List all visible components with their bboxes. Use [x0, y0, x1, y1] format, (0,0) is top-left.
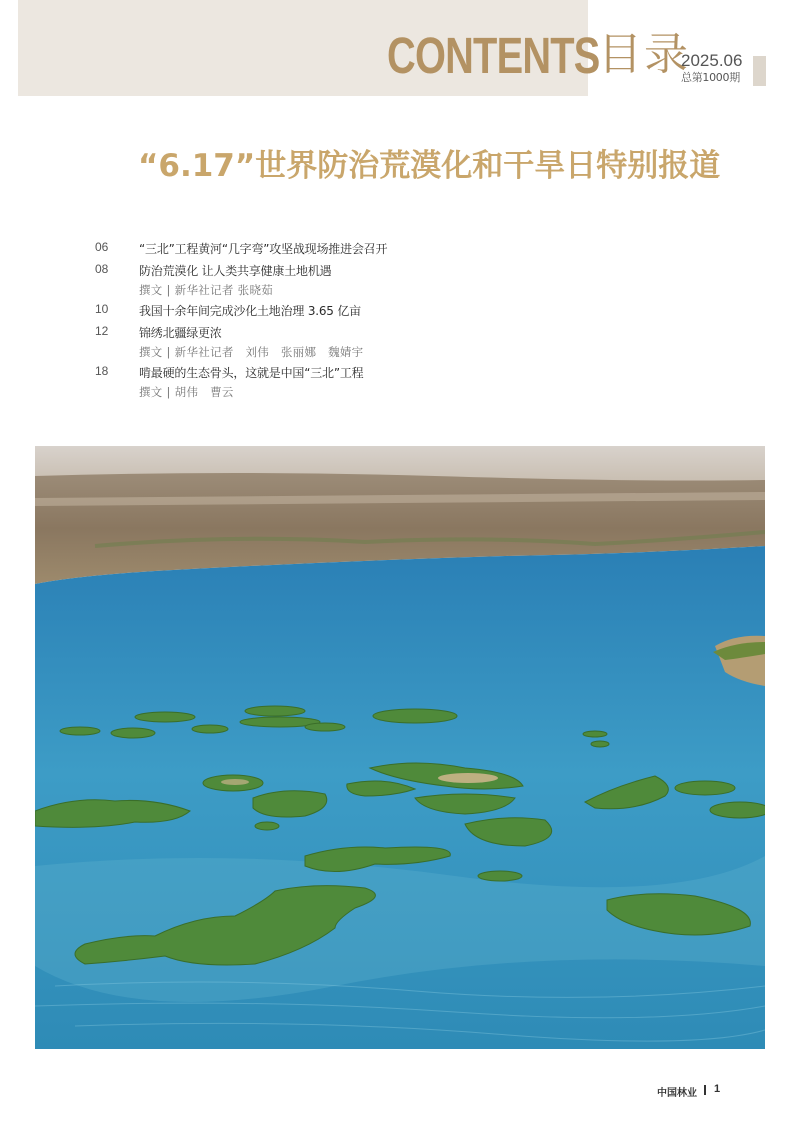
- toc-title[interactable]: 我国十余年间完成沙化土地治理 3.65 亿亩: [139, 304, 361, 318]
- toc-byline: 撰文 | 新华社记者 刘伟 张丽娜 魏婧宇: [139, 345, 364, 359]
- feature-title: “6.17”世界防治荒漠化和干旱日特别报道: [138, 148, 721, 184]
- toc-byline: 撰文 | 新华社记者 张晓茹: [139, 283, 274, 297]
- footer-separator: [704, 1085, 706, 1095]
- footer-page-number: 1: [714, 1083, 721, 1095]
- toc-page-number: 10: [95, 302, 109, 316]
- toc-page-number: 08: [95, 262, 109, 276]
- toc-page-number: 12: [95, 324, 109, 338]
- contents-heading-zh: 目录: [598, 29, 690, 80]
- footer-magazine-name: 中国林业: [657, 1088, 697, 1099]
- contents-heading: CONTENTS: [387, 27, 600, 84]
- toc-title[interactable]: 防治荒漠化 让人类共享健康土地机遇: [139, 264, 332, 278]
- toc-title[interactable]: “三北”工程黄河“几字弯”攻坚战现场推进会召开: [139, 242, 388, 256]
- toc-title[interactable]: 啃最硬的生态骨头，这就是中国“三北”工程: [139, 366, 364, 380]
- toc-byline: 撰文 | 胡伟 曹云: [139, 385, 234, 399]
- toc-title[interactable]: 锦绣北疆绿更浓: [139, 326, 222, 340]
- lake-photo: [35, 446, 765, 1049]
- toc-page-number: 06: [95, 240, 109, 254]
- side-marker: [753, 56, 766, 86]
- issue-date: 2025.06: [681, 51, 743, 70]
- toc-page-number: 18: [95, 364, 109, 378]
- issue-total: 总第1000期: [681, 71, 740, 84]
